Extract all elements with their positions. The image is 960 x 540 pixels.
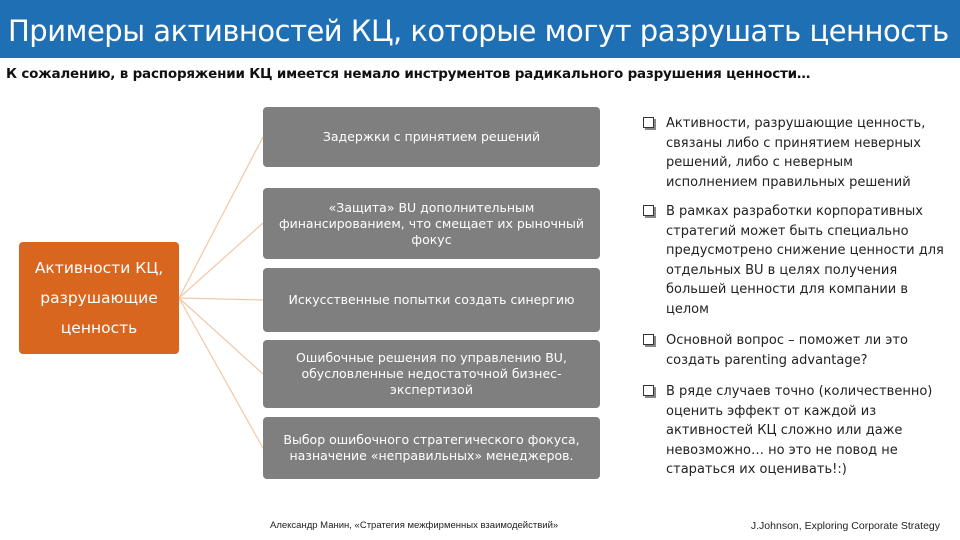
connector-line — [179, 298, 263, 300]
checkbox-bullet-icon — [643, 385, 654, 396]
connector-line — [179, 298, 263, 374]
footer-source-right: J.Johnson, Exploring Corporate Strategy — [750, 520, 940, 532]
checkbox-bullet-icon — [643, 205, 654, 216]
bullet-item — [642, 331, 947, 370]
footer-source-left: Александр Манин, «Стратегия межфирменных взаимодействий» — [270, 520, 559, 531]
bullet-text: В ряде случаев точно (количественно) оценить эффект от каждой из активностей КЦ сложно или даже невозможно… но это не повод не стараться их оценивать!:) — [666, 384, 933, 477]
connector-line — [179, 298, 263, 448]
bullet-item — [642, 202, 947, 319]
diagram-item: Искусственные попытки создать синергию — [263, 268, 600, 332]
bullet-text: Активности, разрушающие ценность, связаны либо с принятием неверных решений, либо с неверным исполнением правильных решений — [666, 116, 926, 190]
checkbox-bullet-icon — [643, 334, 654, 345]
bullet-text: Основной вопрос – поможет ли это создать parenting advantage? — [666, 333, 908, 368]
diagram-item: «Защита» BU дополнительным финансированием, что смещает их рыночный фокус — [263, 188, 600, 259]
checkbox-bullet-icon — [643, 117, 654, 128]
bullet-text: В рамках разработки корпоративных стратегий может быть специально предусмотрено снижение ценности для отдельных BU в целях получения большей ценности для компании в целом — [666, 204, 944, 317]
page-subtitle: К сожалению, в распоряжении КЦ имеется немало инструментов радикального разрушения ценности… — [6, 66, 811, 82]
center-node: Активности КЦ, разрушающие ценность — [19, 242, 179, 354]
diagram-item: Ошибочные решения по управлению BU, обусловленные недостаточной бизнес-экспертизой — [263, 340, 600, 408]
diagram-item: Задержки с принятием решений — [263, 107, 600, 167]
bullet-item — [642, 382, 947, 480]
connector-line — [179, 137, 263, 298]
bullet-item — [642, 114, 947, 192]
bullet-list — [642, 114, 947, 492]
page-title: Примеры активностей КЦ, которые могут разрушать ценность — [8, 14, 949, 48]
diagram-item: Выбор ошибочного стратегического фокуса, назначение «неправильных» менеджеров. — [263, 417, 600, 479]
connector-line — [179, 223, 263, 298]
